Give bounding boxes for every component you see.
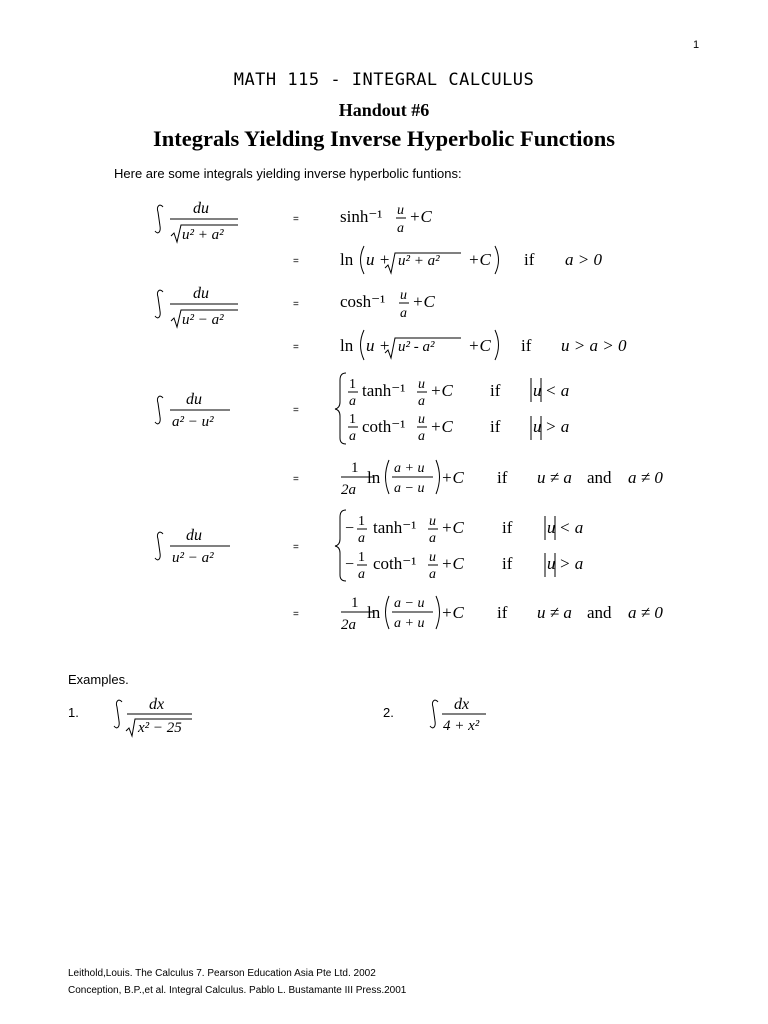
reference-1: Leithold,Louis. The Calculus 7. Pearson Education Asia Pte Ltd. 2002: [68, 968, 376, 979]
f4-numerator: du: [186, 527, 202, 544]
svg-text:+C: +C: [441, 518, 464, 537]
svg-text:a: a: [418, 429, 425, 444]
equals-sign: =: [293, 256, 299, 267]
svg-text:if: if: [497, 603, 508, 622]
integral-sign-2: [155, 290, 163, 318]
example-1-numerator: dx: [149, 696, 165, 713]
svg-text:1: 1: [351, 460, 359, 476]
svg-text:if: if: [490, 381, 501, 400]
svg-text:1: 1: [349, 412, 356, 427]
svg-text:u +: u +: [366, 336, 391, 355]
example-1-number: 1.: [68, 705, 79, 720]
equals-sign: =: [293, 474, 299, 485]
equals-sign: =: [293, 609, 299, 620]
svg-text:and: and: [587, 603, 612, 622]
f1-numerator: du: [193, 200, 209, 217]
svg-text:−: −: [345, 520, 355, 537]
reference-2: Conception, B.P.,et al. Integral Calculus. Pablo L. Bustamante III Press.2001: [68, 985, 407, 996]
svg-text:2a: 2a: [341, 482, 356, 498]
svg-text:u: u: [418, 377, 425, 392]
page-number: 1: [693, 39, 700, 51]
svg-text:u: u: [429, 550, 436, 565]
svg-text:+C: +C: [430, 417, 453, 436]
svg-text:+C: +C: [412, 292, 435, 311]
svg-text:u: u: [533, 417, 542, 436]
f3-numerator: du: [186, 391, 202, 408]
svg-text:a > 0: a > 0: [565, 250, 602, 269]
f2-denominator: u² − a²: [182, 312, 224, 328]
cosh-function: cosh⁻¹: [340, 292, 386, 311]
svg-text:a: a: [418, 394, 425, 409]
equals-sign: =: [293, 405, 299, 416]
svg-text:u +: u +: [366, 250, 391, 269]
svg-text:if: if: [502, 554, 513, 573]
svg-text:a ≠ 0: a ≠ 0: [628, 468, 663, 487]
svg-text:1: 1: [358, 514, 365, 529]
integral-sign-3: [155, 396, 163, 424]
equals-sign: =: [293, 342, 299, 353]
svg-text:a: a: [400, 306, 407, 321]
svg-text:a: a: [349, 394, 356, 409]
svg-text:> a: > a: [559, 554, 584, 573]
svg-text:1: 1: [358, 550, 365, 565]
sinh-function: sinh⁻¹: [340, 207, 383, 226]
integral-sign-1: [155, 205, 163, 233]
example-2-number: 2.: [383, 705, 394, 720]
f4-denominator: u² − a²: [172, 550, 214, 566]
svg-text:a: a: [429, 567, 436, 582]
tanh-function: tanh⁻¹: [362, 381, 406, 400]
svg-text:ln: ln: [340, 250, 354, 269]
page-title: Integrals Yielding Inverse Hyperbolic Functions: [152, 126, 616, 151]
svg-text:u: u: [397, 203, 404, 218]
handout-label: Handout #6: [338, 100, 430, 120]
svg-text:a + u: a + u: [394, 616, 425, 631]
svg-text:a − u: a − u: [394, 596, 425, 611]
equals-sign: =: [293, 542, 299, 553]
svg-text:a: a: [429, 531, 436, 546]
svg-text:a: a: [349, 429, 356, 444]
svg-text:u: u: [418, 412, 425, 427]
svg-text:−: −: [345, 556, 355, 573]
svg-text:+C: +C: [441, 554, 464, 573]
svg-text:2a: 2a: [341, 617, 356, 633]
svg-text:if: if: [521, 336, 532, 355]
svg-text:ln: ln: [367, 603, 381, 622]
svg-text:a + u: a + u: [394, 461, 425, 476]
svg-text:a: a: [358, 567, 365, 582]
examples-heading: Examples.: [68, 672, 129, 687]
svg-text:ln: ln: [340, 336, 354, 355]
equals-sign: =: [293, 214, 299, 225]
svg-text:u² - a²: u² - a²: [398, 339, 435, 355]
svg-text:if: if: [524, 250, 535, 269]
f2-numerator: du: [193, 285, 209, 302]
svg-text:+C: +C: [409, 207, 432, 226]
svg-text:ln: ln: [367, 468, 381, 487]
svg-text:u: u: [547, 518, 556, 537]
intro-text: Here are some integrals yielding inverse hyperbolic funtions:: [114, 166, 462, 181]
svg-text:u: u: [400, 288, 407, 303]
svg-text:a: a: [358, 531, 365, 546]
svg-text:+C: +C: [441, 468, 464, 487]
svg-text:u: u: [533, 381, 542, 400]
f3-denominator: a² − u²: [172, 414, 214, 430]
integral-sign-4: [155, 532, 163, 560]
course-title: MATH 115 - INTEGRAL CALCULUS: [233, 70, 535, 90]
svg-text:tanh⁻¹: tanh⁻¹: [373, 518, 417, 537]
svg-text:u ≠ a: u ≠ a: [537, 603, 572, 622]
svg-text:1: 1: [349, 377, 356, 392]
examples-formulas: [100, 690, 520, 740]
svg-text:+C: +C: [441, 603, 464, 622]
coth-function: coth⁻¹: [362, 417, 406, 436]
svg-text:u > a > 0: u > a > 0: [561, 336, 627, 355]
svg-text:a ≠ 0: a ≠ 0: [628, 603, 663, 622]
equals-sign: =: [293, 299, 299, 310]
svg-text:+C: +C: [430, 381, 453, 400]
example-1-denominator: x² − 25: [138, 720, 182, 736]
svg-text:coth⁻¹: coth⁻¹: [373, 554, 417, 573]
example-2-numerator: dx: [454, 696, 470, 713]
svg-text:+C: +C: [468, 250, 491, 269]
svg-text:and: and: [587, 468, 612, 487]
example-2-denominator: 4 + x²: [443, 718, 480, 734]
svg-text:< a: < a: [545, 381, 570, 400]
svg-text:if: if: [502, 518, 513, 537]
svg-text:u ≠ a: u ≠ a: [537, 468, 572, 487]
svg-text:if: if: [490, 417, 501, 436]
f1-denominator: u² + a²: [182, 227, 224, 243]
svg-text:> a: > a: [545, 417, 570, 436]
svg-text:a − u: a − u: [394, 481, 425, 496]
svg-text:< a: < a: [559, 518, 584, 537]
svg-text:u: u: [429, 514, 436, 529]
svg-text:if: if: [497, 468, 508, 487]
svg-text:u: u: [547, 554, 556, 573]
svg-text:1: 1: [351, 595, 359, 611]
svg-text:+C: +C: [468, 336, 491, 355]
svg-text:u² + a²: u² + a²: [398, 253, 440, 269]
svg-text:a: a: [397, 221, 404, 236]
